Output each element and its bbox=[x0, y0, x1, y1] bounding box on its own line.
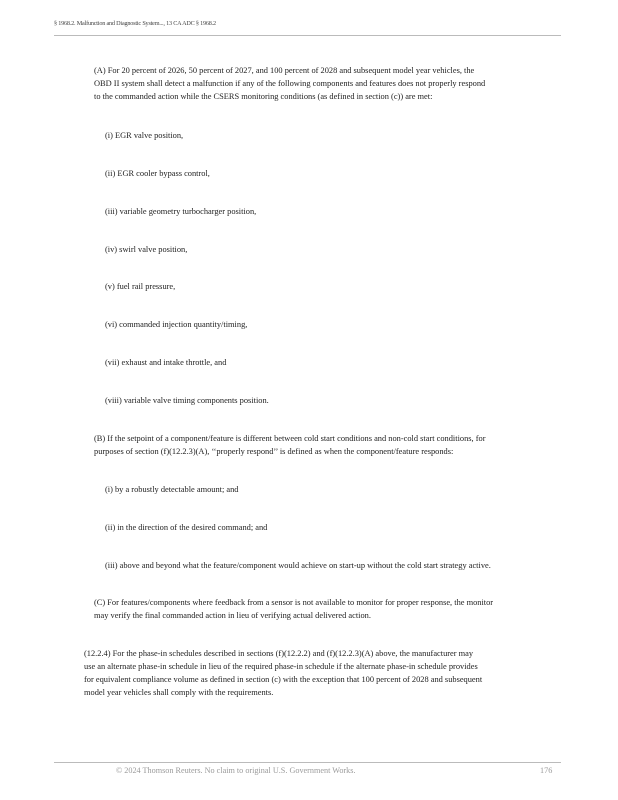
list-item: (v) fuel rail pressure, bbox=[105, 282, 176, 291]
paragraph-c bbox=[94, 596, 568, 622]
paragraph-a bbox=[94, 64, 564, 103]
page-number: 176 bbox=[540, 766, 553, 775]
text-line: (B) If the setpoint of a component/feature is different between cold start conditions and non-cold start conditions, for bbox=[94, 434, 486, 443]
text-line: purposes of section (f)(12.2.3)(A), ‘‘properly respond’’ is defined as when the component/feature responds: bbox=[94, 447, 454, 456]
list-item: (i) EGR valve position, bbox=[105, 131, 184, 140]
list-item: (viii) variable valve timing components position. bbox=[105, 396, 269, 405]
footer-copyright: © 2024 Thomson Reuters. No claim to original U.S. Government Works. bbox=[116, 766, 356, 775]
list-item: (iii) variable geometry turbocharger position, bbox=[105, 207, 257, 216]
text-line: (C) For features/components where feedback from a sensor is not available to monitor for proper response, the monitor bbox=[94, 598, 494, 607]
text-line: model year vehicles shall comply with the requirements. bbox=[84, 688, 274, 697]
paragraph-12-2-4 bbox=[84, 647, 562, 699]
text-line: (12.2.4) For the phase-in schedules described in sections (f)(12.2.2) and (f)(12.2.3)(A) above, the manufacturer may bbox=[84, 649, 474, 658]
list-item: (ii) EGR cooler bypass control, bbox=[105, 169, 210, 178]
list-item: (vii) exhaust and intake throttle, and bbox=[105, 358, 227, 367]
list-item: (ii) in the direction of the desired command; and bbox=[105, 523, 268, 532]
footer-rule bbox=[54, 762, 561, 763]
list-item: (iv) swirl valve position, bbox=[105, 245, 188, 254]
list-item: (i) by a robustly detectable amount; and bbox=[105, 485, 239, 494]
text-line: use an alternate phase-in schedule in lieu of the required phase-in schedule if the alternate phase-in schedule provides bbox=[84, 662, 478, 671]
header-rule bbox=[54, 35, 561, 36]
text-line: to the commanded action while the CSERS monitoring conditions (as defined in section (c)) are met: bbox=[94, 92, 433, 101]
text-line: for equivalent compliance volume as defined in section (c) with the exception that 100 percent of 2028 and subsequent bbox=[84, 675, 483, 684]
paragraph-b bbox=[94, 432, 566, 458]
list-item: (iii) above and beyond what the feature/component would achieve on start-up without the cold start strategy active. bbox=[105, 561, 491, 570]
text-line: OBD II system shall detect a malfunction if any of the following components and features does not properly respond bbox=[94, 79, 486, 88]
text-line: may verify the final commanded action in lieu of verifying actual delivered action. bbox=[94, 611, 371, 620]
list-item: (vi) commanded injection quantity/timing, bbox=[105, 320, 248, 329]
text-line: (A) For 20 percent of 2026, 50 percent of 2027, and 100 percent of 2028 and subsequent model year vehicles, the bbox=[94, 66, 475, 75]
running-header: § 1968.2. Malfunction and Diagnostic System..., 13 CA ADC § 1968.2 bbox=[54, 20, 216, 27]
